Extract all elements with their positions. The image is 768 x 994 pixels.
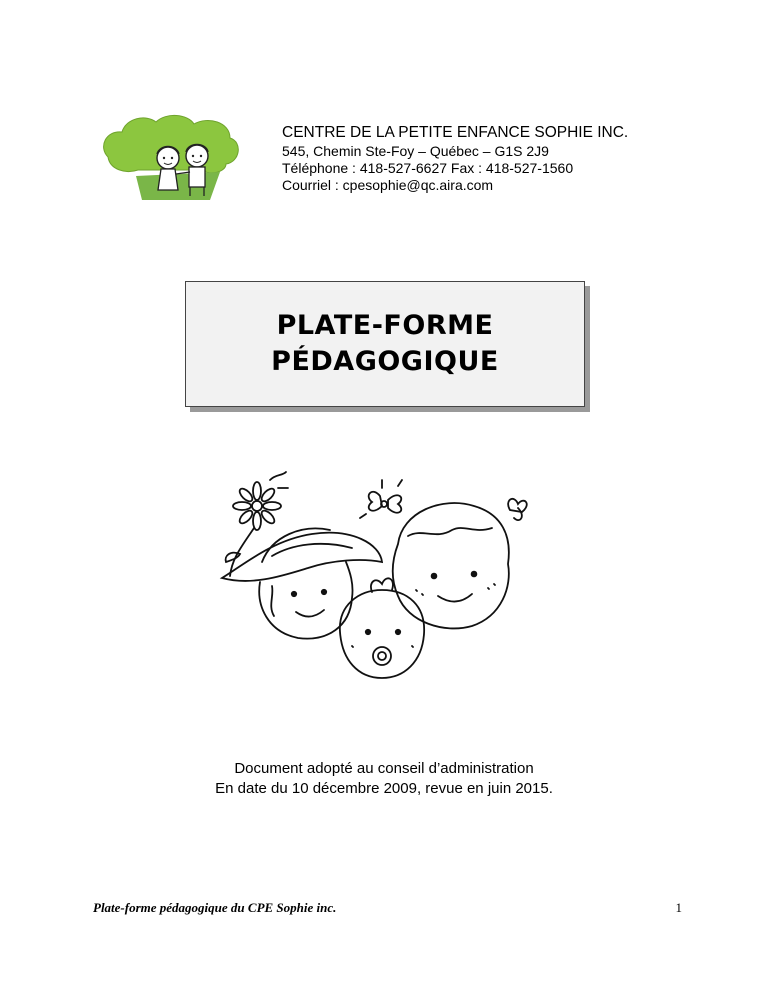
footer-page-number: 1: [675, 900, 682, 915]
organization-header: [282, 124, 628, 194]
footer-document-name: Plate-forme pédagogique du CPE Sophie inc.: [93, 900, 337, 915]
org-name: CENTRE DE LA PETITE ENFANCE SOPHIE INC.: [282, 124, 629, 141]
children-faces-icon: [212, 466, 537, 696]
org-address: 545, Chemin Ste-Foy – Québec – G1S 2J9: [282, 142, 549, 159]
title-line-2: PÉDAGOGIQUE: [271, 346, 499, 377]
title-line-1: PLATE-FORME: [276, 310, 494, 342]
children-illustration: [212, 466, 537, 696]
org-email: Courriel : cpesophie@qc.aira.com: [282, 177, 494, 194]
adoption-statement: [0, 759, 768, 798]
adoption-line-1: Document adopté au conseil d’administration: [234, 760, 534, 777]
tree-children-logo-icon: [98, 112, 243, 202]
cpe-logo: [98, 112, 243, 202]
org-phone-fax: Téléphone : 418-527-6627 Fax : 418-527-1560: [282, 159, 574, 176]
child-with-hat-icon: [222, 528, 382, 638]
adoption-line-2: En date du 10 décembre 2009, revue en juin 2015.: [215, 779, 553, 797]
girl-with-bows-icon: [360, 480, 527, 628]
title-box: [185, 281, 585, 407]
daisy-flower-icon: [226, 472, 288, 576]
